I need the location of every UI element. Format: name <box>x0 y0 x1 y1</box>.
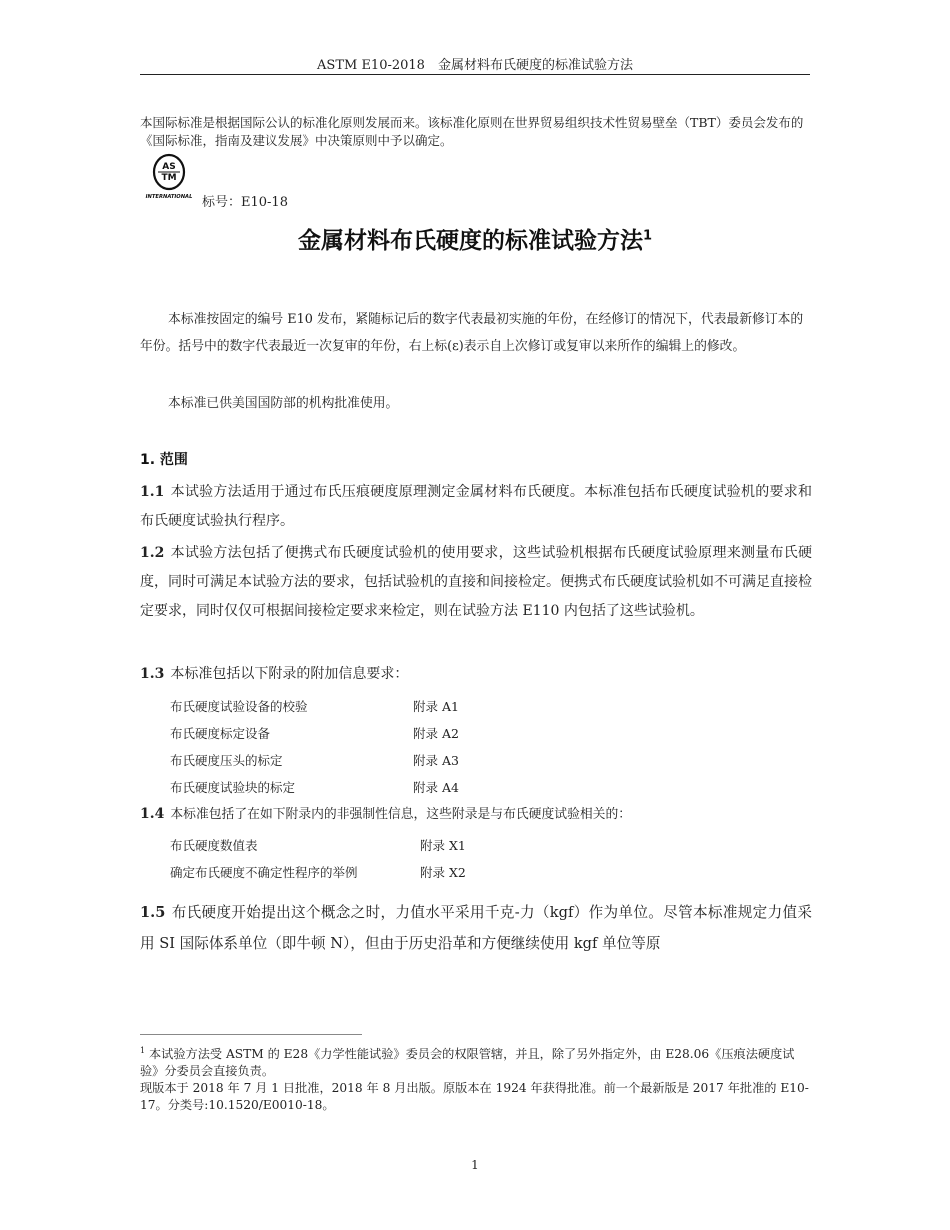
section-heading-scope: 1. 范围 <box>140 452 188 468</box>
designation: 标号：E10-18 <box>202 195 288 210</box>
annex-row <box>170 724 459 742</box>
clause-number: 1.3 <box>140 666 165 682</box>
annex-item: 确定布氏硬度不确定性程序的举例 <box>170 865 358 880</box>
footnote <box>140 1042 812 1114</box>
clause-1-1 <box>140 478 812 536</box>
annex-row <box>170 836 466 854</box>
running-header: ASTM E10-2018 金属材料布氏硬度的标准试验方法 <box>317 58 633 73</box>
clause-1-3 <box>140 660 812 689</box>
preamble-paragraph-2: 本标准已供美国国防部的机构批准使用。 <box>168 396 399 411</box>
annex-ref: 附录 A2 <box>413 726 459 741</box>
annex-ref: 附录 A4 <box>413 780 459 795</box>
annex-ref: 附录 X2 <box>420 865 466 880</box>
annex-row <box>170 778 459 796</box>
footnote-line-1 <box>140 1042 812 1080</box>
annex-ref: 附录 A1 <box>413 699 459 714</box>
clause-number: 1.1 <box>140 484 165 500</box>
annex-item: 布氏硬度试验块的标定 <box>170 780 296 795</box>
document-title <box>140 222 810 255</box>
clause-number: 1.2 <box>140 545 165 561</box>
clause-number: 1.5 <box>140 904 166 921</box>
header-rule <box>140 74 810 75</box>
clause-text: 本标准包括了在如下附录内的非强制性信息，这些附录是与布氏硬度试验相关的： <box>170 807 632 822</box>
footnote-mark: 1 <box>140 1046 146 1055</box>
annex-row <box>170 863 466 881</box>
clause-text: 布氏硬度开始提出这个概念之时，力值水平采用千克-力（kgf）作为单位。尽管本标准规定力值采用 SI 国际体系单位（即牛顿 N），但由于历史沿革和方便继续使用 kgf 单位等原 <box>140 904 812 952</box>
annex-ref: 附录 A3 <box>413 753 459 768</box>
annex-ref: 附录 X1 <box>420 838 466 853</box>
page-number: 1 <box>471 1158 479 1172</box>
annex-item: 布氏硬度试验设备的校验 <box>170 699 308 714</box>
annex-row <box>170 751 459 769</box>
footnote-text-1: 本试验方法受 ASTM 的 E28《力学性能试验》委员会的权限管辖，并且，除了另外指定外，由 E28.06《压痕法硬度试验》分委员会直接负责。 <box>140 1047 795 1079</box>
title-text: 金属材料布氏硬度的标准试验方法 <box>297 228 643 254</box>
clause-text: 本试验方法适用于通过布氏压痕硬度原理测定金属材料布氏硬度。本标准包括布氏硬度试验机的要求和布氏硬度试验执行程序。 <box>140 484 812 529</box>
clause-text: 本试验方法包括了便携式布氏硬度试验机的使用要求，这些试验机根据布氏硬度试验原理来测量布氏硬度，同时可满足本试验方法的要求，包括试验机的直接和间接检定。便携式布氏硬度试验机如不可满足直接检定要求，同时仅仅可根据间接检定要求来检定，则在试验方法 E110 内包括了这些试验机。 <box>140 545 812 619</box>
clause-1-2 <box>140 539 812 626</box>
annex-item: 布氏硬度标定设备 <box>170 726 271 741</box>
logo-caption: INTERNATIONAL <box>145 194 193 200</box>
astm-logo-icon <box>141 153 197 201</box>
annex-row <box>170 697 459 715</box>
annex-item: 布氏硬度数值表 <box>170 838 258 853</box>
preamble-paragraph-1: 本标准按固定的编号 E10 发布，紧随标记后的数字代表最初实施的年份，在经修订的情况下，代表最新修订本的年份。括号中的数字代表最近一次复审的年份，右上标(ε)表示自上次修订或复审以来所作的编辑上的修改。 <box>140 312 804 354</box>
footnote-rule <box>140 1034 362 1035</box>
clause-1-5 <box>140 897 812 959</box>
clause-number: 1.4 <box>140 806 165 822</box>
intro-statement: 本国际标准是根据国际公认的标准化原则发展而来。该标准化原则在世界贸易组织技术性贸易壁垒（TBT）委员会发布的《国际标准，指南及建议发展》中决策原则中予以确定。 <box>140 115 804 148</box>
clause-1-4 <box>140 800 812 829</box>
svg-text:AS: AS <box>162 162 176 172</box>
title-footnote-mark: 1 <box>642 228 653 244</box>
svg-text:TM: TM <box>161 173 177 183</box>
clause-text: 本标准包括以下附录的附加信息要求： <box>170 666 409 682</box>
footnote-line-2: 现版本于 2018 年 7 月 1 日批准，2018 年 8 月出版。原版本在 1924 年获得批准。前一个最新版是 2017 年批准的 E10-17。分类号:10.1520/E0010-18。 <box>140 1081 809 1113</box>
annex-item: 布氏硬度压头的标定 <box>170 753 283 768</box>
